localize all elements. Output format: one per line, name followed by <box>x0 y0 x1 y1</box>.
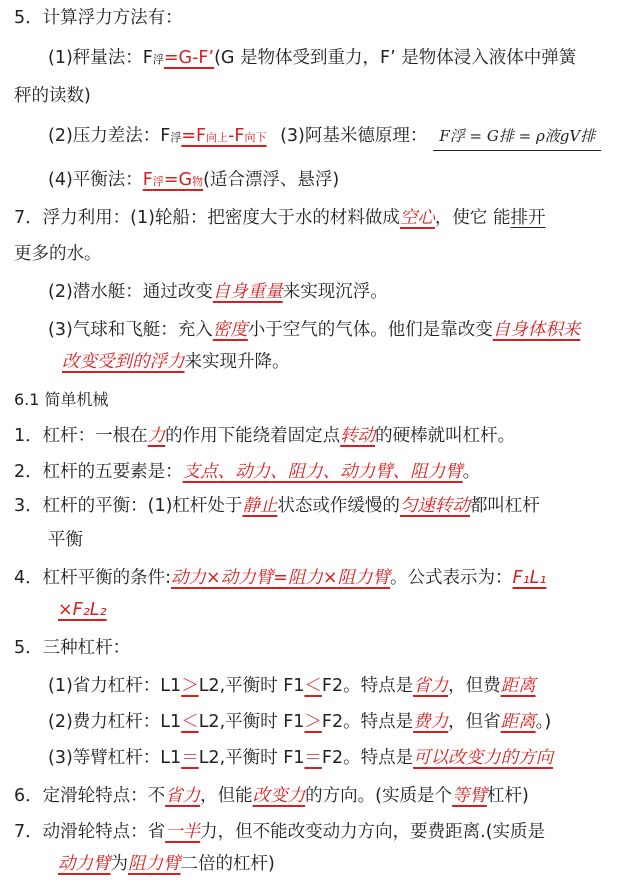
lever-type-2: (2)费力杠杆：L1＜L2,平衡时 F1＞F2。特点是费力，但省距离。) <box>48 712 552 732</box>
section-7-line-4: (3)气球和飞艇：充入密度小于空气的气体。他们是靠改变自身体积来 <box>48 320 581 340</box>
section-5-title: 5．计算浮力方法有： <box>14 8 183 28</box>
section-7-line-3: (2)潜水艇：通过改变自身重量来实现沉浮。 <box>48 282 388 302</box>
movable-pulley-line: 7．动滑轮特点：省一半力，但不能改变动力方向，要费距离.(实质是 <box>14 822 546 842</box>
lever-type-1: (1)省力杠杆：L1＞L2,平衡时 F1＜F2。特点是省力，但费距离 <box>48 676 536 696</box>
section-7-line-5: 改变受到的浮力来实现升降。 <box>62 352 290 372</box>
section-7-line-1: 7．浮力利用：(1)轮船：把密度大于水的材料做成空心，使它 能排开 <box>14 208 546 228</box>
lever-point-2: 2．杠杆的五要素是：支点、动力、阻力、动力臂、阻力臂。 <box>14 462 481 482</box>
lever-type-3: (3)等臂杠杆：L1＝L2,平衡时 F1＝F2。特点是可以改变力的方向 <box>48 748 554 768</box>
lever-point-3-line-2: 平衡 <box>48 530 83 550</box>
lever-point-1: 1．杠杆：一根在力的作用下能绕着固定点转动的硬棒就叫杠杆。 <box>14 426 516 446</box>
archimedes-formula: F浮 = G排 = ρ液gV排 <box>433 124 601 151</box>
method-4-line: (4)平衡法：F浮=G物(适合漂浮、悬浮) <box>48 170 340 190</box>
fixed-pulley-line: 6．定滑轮特点：不省力，但能改变力的方向。(实质是个等臂杠杆) <box>14 786 529 806</box>
section-7-line-2: 更多的水。 <box>14 244 102 264</box>
chapter-heading: 6.1 简单机械 <box>14 390 109 409</box>
movable-pulley-line-2: 动力臂为阻力臂二倍的杠杆) <box>58 854 275 874</box>
lever-point-5: 5．三种杠杆： <box>14 638 131 658</box>
method-2-3-line: (2)压力差法：F浮=F向上-F向下 (3)阿基米德原理： F浮 = G排 = ρ液gV排 <box>48 124 640 150</box>
lever-point-4-line-2: ×F₂L₂ <box>58 600 107 620</box>
method-1-line-2: 秤的读数) <box>14 86 91 106</box>
lever-point-3: 3．杠杆的平衡：(1)杠杆处于静止状态或作缓慢的匀速转动都叫杠杆 <box>14 496 540 516</box>
lever-point-4: 4．杠杆平衡的条件:动力×动力臂=阻力×阻力臂。公式表示为：F₁L₁ <box>14 568 547 588</box>
method-1-line: (1)秤量法：F浮=G-F’(G 是物体受到重力，F’ 是物体浸入液体中弹簧 <box>48 48 577 68</box>
